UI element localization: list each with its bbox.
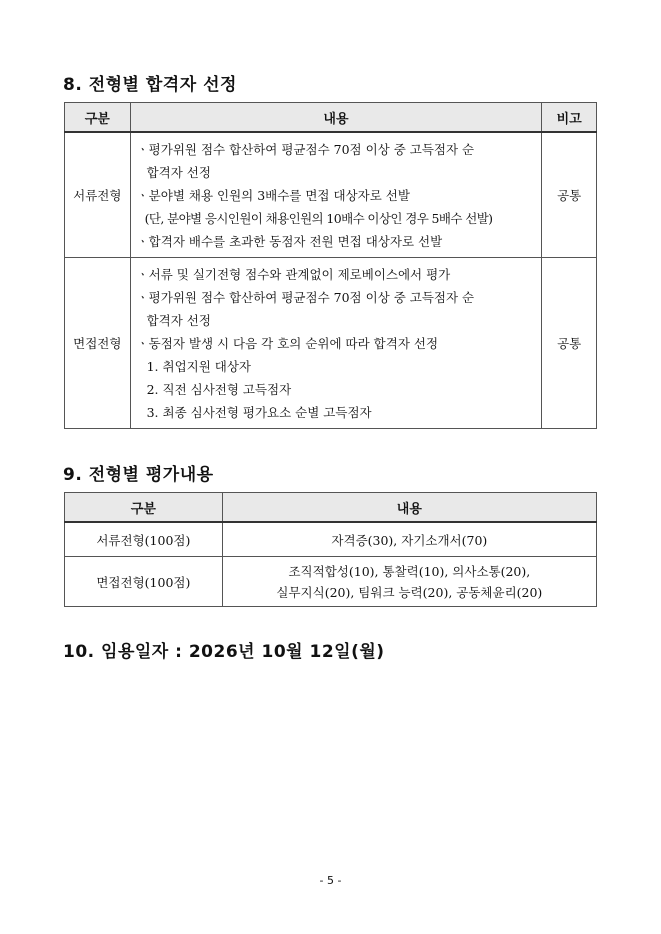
- row-content: [130, 258, 542, 429]
- page-number: - 5 -: [319, 874, 342, 887]
- header-category: 구분: [65, 103, 131, 133]
- content-line: ㆍ서류 및 실기전형 점수와 관계없이 제로베이스에서 평가: [136, 267, 451, 282]
- section-9-title: 9. 전형별 평가내용: [63, 465, 214, 485]
- content-line: 실무지식(20), 팀워크 능력(20), 공동체윤리(20): [276, 584, 543, 600]
- row-content: [222, 557, 596, 607]
- row-category: 서류전형(100점): [65, 522, 223, 557]
- table-row: [65, 258, 597, 429]
- header-content: 내용: [130, 103, 542, 133]
- table-header-row: [65, 103, 597, 133]
- content-line: ㆍ분야별 채용 인원의 3배수를 면접 대상자로 선발: [136, 188, 410, 203]
- selection-table: [64, 102, 597, 429]
- row-content: [130, 132, 542, 258]
- table-row: [65, 522, 597, 557]
- row-category: 서류전형: [65, 132, 131, 258]
- row-category: 면접전형(100점): [65, 557, 223, 607]
- section-10-title: 10. 임용일자 : 2026년 10월 12일(월): [63, 642, 385, 662]
- content-line: ㆍ평가위원 점수 합산하여 평균점수 70점 이상 중 고득점자 순: [136, 290, 475, 305]
- section-8-title: 8. 전형별 합격자 선정: [63, 75, 237, 95]
- table-row: [65, 132, 597, 258]
- row-note: 공통: [542, 132, 597, 258]
- content-line: 1. 취업지원 대상자: [146, 359, 252, 374]
- content-line: ㆍ합격자 배수를 초과한 동점자 전원 면접 대상자로 선발: [136, 234, 443, 249]
- header-content: 내용: [222, 493, 596, 523]
- content-line: 조직적합성(10), 통찰력(10), 의사소통(20),: [288, 563, 531, 579]
- content-line: (단, 분야별 응시인원이 채용인원의 10배수 이상인 경우 5배수 선발): [144, 211, 493, 226]
- header-category: 구분: [65, 493, 223, 523]
- table-row: [65, 557, 597, 607]
- row-category: 면접전형: [65, 258, 131, 429]
- header-note: 비고: [542, 103, 597, 133]
- content-line: 자격증(30), 자기소개서(70): [331, 532, 488, 548]
- content-line: 3. 최종 심사전형 평가요소 순별 고득점자: [146, 405, 372, 420]
- content-line: 합격자 선정: [146, 165, 211, 180]
- table-header-row: [65, 493, 597, 523]
- content-line: 합격자 선정: [146, 313, 211, 328]
- evaluation-table: [64, 492, 597, 607]
- content-line: ㆍ평가위원 점수 합산하여 평균점수 70점 이상 중 고득점자 순: [136, 142, 475, 157]
- row-note: 공통: [542, 258, 597, 429]
- row-content: [222, 522, 596, 557]
- content-line: 2. 직전 심사전형 고득점자: [146, 382, 292, 397]
- content-line: ㆍ동점자 발생 시 다음 각 호의 순위에 따라 합격자 선정: [136, 336, 439, 351]
